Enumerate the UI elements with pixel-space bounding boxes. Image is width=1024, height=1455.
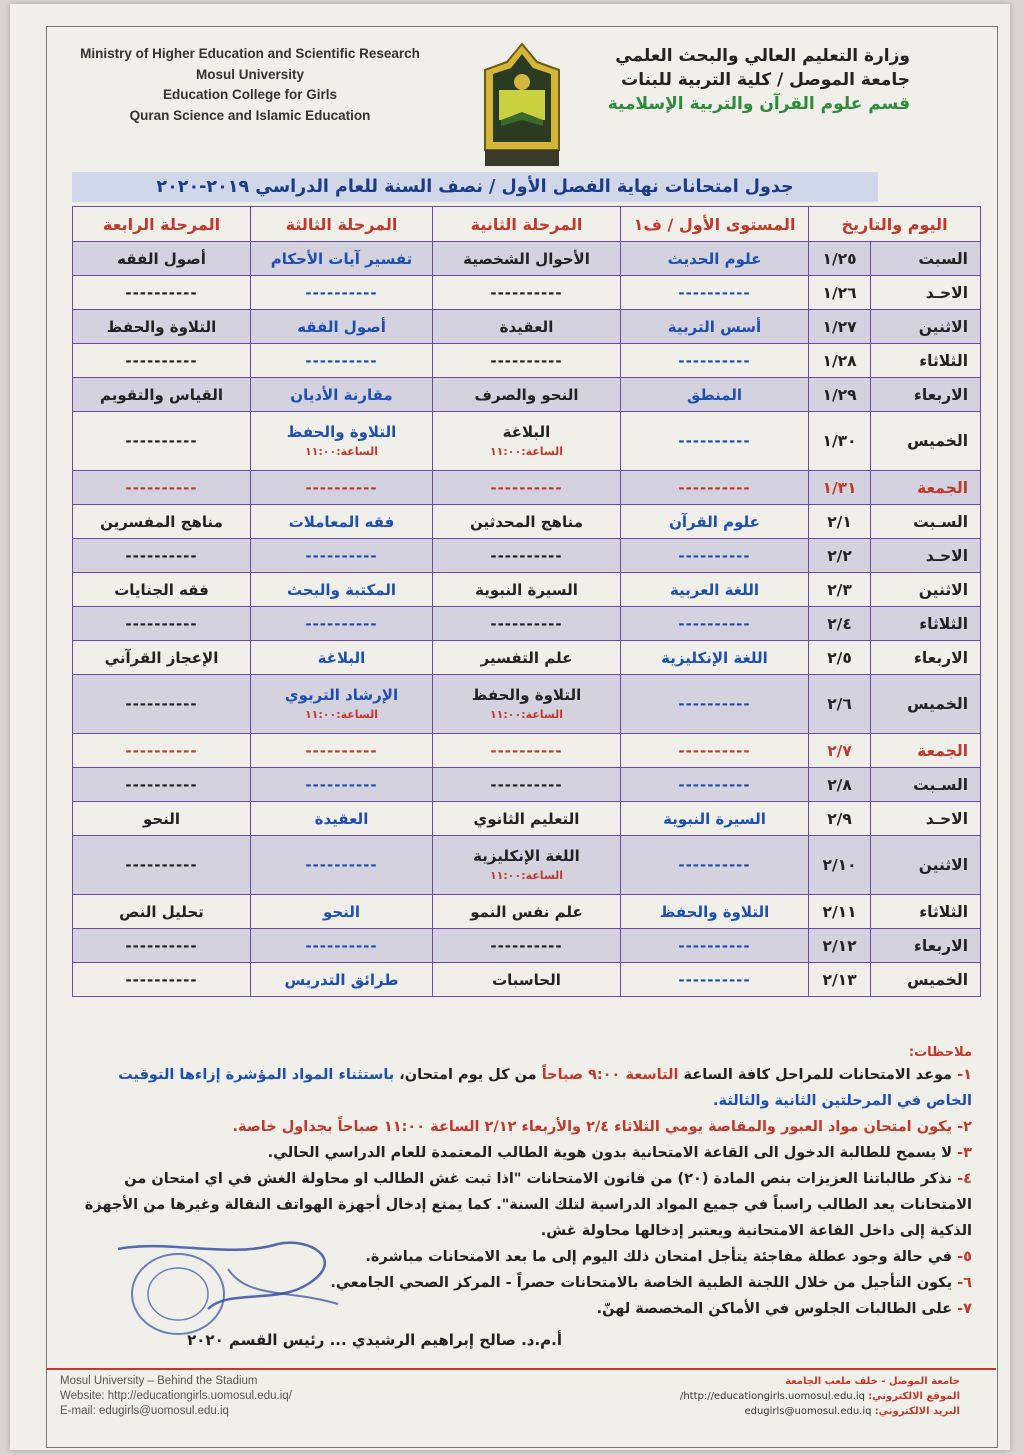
header-stage-2: المرحلة الثانية xyxy=(433,207,621,242)
empty-cell: ---------- xyxy=(251,768,433,802)
day-cell: الاحـد xyxy=(871,802,981,836)
header-en-university: Mosul University xyxy=(195,66,305,82)
footer-ar-site: http://educationgirls.uomosul.edu.iq/ xyxy=(679,1391,865,1402)
empty-cell: ---------- xyxy=(73,836,251,895)
empty-cell: ---------- xyxy=(621,768,809,802)
table-row xyxy=(73,963,981,997)
day-cell: السـبت xyxy=(871,768,981,802)
empty-cell: ---------- xyxy=(73,471,251,505)
table-row xyxy=(73,734,981,768)
date-cell: ١/٢٧ xyxy=(809,310,871,344)
subject-cell: تحليل النص xyxy=(73,895,251,929)
date-cell: ١/٢٥ xyxy=(809,242,871,276)
footer-en-email: E-mail: edugirls@uomosul.edu.iq xyxy=(60,1405,229,1417)
table-row xyxy=(73,836,981,895)
day-cell: الاثنين xyxy=(871,310,981,344)
day-cell: الجمعة xyxy=(871,734,981,768)
header-ar-dept: قسم علوم القرآن والتربية الإسلامية xyxy=(607,94,910,114)
subject-cell: علم التفسير xyxy=(433,641,621,675)
note-number: ٦- xyxy=(957,1275,972,1291)
empty-cell: ---------- xyxy=(73,768,251,802)
exam-time: الساعة:١١:٠٠ xyxy=(489,445,564,458)
note-number: ٢- xyxy=(957,1119,972,1135)
footer-en-address: Mosul University – Behind the Stadium xyxy=(60,1375,258,1387)
empty-cell: ---------- xyxy=(621,963,809,997)
table-row xyxy=(73,471,981,505)
document-page xyxy=(10,4,1010,1450)
note-text: يكون التأجيل من خلال اللجنة الطبية الخاصة بالامتحانات حصراً - المركز الصحي الجامعي. xyxy=(330,1275,953,1291)
note-text: من كل يوم امتحان، xyxy=(399,1067,537,1083)
empty-cell: ---------- xyxy=(73,412,251,471)
date-cell: ١/٣١ xyxy=(809,471,871,505)
empty-cell: ---------- xyxy=(621,929,809,963)
table-row xyxy=(73,539,981,573)
empty-cell: ---------- xyxy=(251,929,433,963)
subject-cell: فقه الجنايات xyxy=(73,573,251,607)
table-row xyxy=(73,276,981,310)
footer-ar-site-label: الموقع الالكتروني: xyxy=(868,1391,960,1402)
footer-ar-website-line xyxy=(560,1389,960,1404)
exam-time: الساعة:١١:٠٠ xyxy=(304,445,379,458)
subject-cell: علوم الحديث xyxy=(621,242,809,276)
header-level-1: المستوى الأول / ف١ xyxy=(621,207,809,242)
subject-name: التلاوة والحفظ xyxy=(286,423,397,441)
footer-ar-email-line xyxy=(560,1404,960,1419)
date-cell: ٢/١ xyxy=(809,505,871,539)
table-row xyxy=(73,344,981,378)
subject-cell: فقه المعاملات xyxy=(251,505,433,539)
table-row xyxy=(73,675,981,734)
day-cell: السبت xyxy=(871,242,981,276)
empty-cell: ---------- xyxy=(433,539,621,573)
empty-cell: ---------- xyxy=(433,607,621,641)
empty-cell: ---------- xyxy=(621,412,809,471)
empty-cell: ---------- xyxy=(251,276,433,310)
table-row xyxy=(73,929,981,963)
empty-cell: ---------- xyxy=(433,734,621,768)
date-cell: ١/٢٦ xyxy=(809,276,871,310)
day-cell: الخميس xyxy=(871,963,981,997)
day-cell: الاربعاء xyxy=(871,929,981,963)
table-row xyxy=(73,768,981,802)
subject-cell: النحو والصرف xyxy=(433,378,621,412)
subject-cell: البلاغة xyxy=(251,641,433,675)
subject-cell: الأحوال الشخصية xyxy=(433,242,621,276)
day-cell: الثلاثاء xyxy=(871,344,981,378)
subject-cell: التلاوة والحفظ xyxy=(621,895,809,929)
date-cell: ٢/٧ xyxy=(809,734,871,768)
date-cell: ٢/١٠ xyxy=(809,836,871,895)
day-cell: الاربعاء xyxy=(871,378,981,412)
date-cell: ٢/٩ xyxy=(809,802,871,836)
date-cell: ١/٢٩ xyxy=(809,378,871,412)
date-cell: ٢/٨ xyxy=(809,768,871,802)
date-cell: ٢/٦ xyxy=(809,675,871,734)
empty-cell: ---------- xyxy=(251,344,433,378)
day-cell: الاحـد xyxy=(871,539,981,573)
empty-cell: ---------- xyxy=(73,675,251,734)
footer-ar-mail: edugirls@uomosul.edu.iq xyxy=(744,1406,872,1417)
table-row xyxy=(73,641,981,675)
footer-ar-mail-label: البريد الالكتروني: xyxy=(874,1406,960,1417)
table-row xyxy=(73,802,981,836)
empty-cell: ---------- xyxy=(251,836,433,895)
empty-cell: ---------- xyxy=(73,344,251,378)
empty-cell: ---------- xyxy=(433,471,621,505)
date-cell: ٢/١٣ xyxy=(809,963,871,997)
subject-cell: المنطق xyxy=(621,378,809,412)
empty-cell: ---------- xyxy=(433,929,621,963)
date-cell: ٢/١٢ xyxy=(809,929,871,963)
day-cell: الثلاثاء xyxy=(871,895,981,929)
table-row xyxy=(73,573,981,607)
subject-cell: العقيدة xyxy=(251,802,433,836)
table-row xyxy=(73,505,981,539)
day-cell: الخميس xyxy=(871,675,981,734)
empty-cell: ---------- xyxy=(73,929,251,963)
empty-cell: ---------- xyxy=(73,539,251,573)
subject-cell: العقيدة xyxy=(433,310,621,344)
empty-cell: ---------- xyxy=(621,734,809,768)
subject-cell: القياس والتقويم xyxy=(73,378,251,412)
exam-time: الساعة:١١:٠٠ xyxy=(489,869,564,882)
subject-name: اللغة الإنكليزية xyxy=(473,847,580,865)
empty-cell: ---------- xyxy=(621,836,809,895)
subject-cell: النحو xyxy=(73,802,251,836)
note-text: لا يسمح للطالبة الدخول الى القاعة الامتحانية بدون هوية الطالب المعتمدة للعام الدراسي الحالي. xyxy=(267,1145,953,1161)
header-english xyxy=(70,44,430,126)
subject-cell: علم نفس النمو xyxy=(433,895,621,929)
empty-cell: ---------- xyxy=(433,276,621,310)
header-en-college: Education College for Girls xyxy=(162,87,338,102)
note-2 xyxy=(72,1114,972,1140)
empty-cell: ---------- xyxy=(73,963,251,997)
empty-cell: ---------- xyxy=(251,734,433,768)
footer-en-website: Website: http://educationgirls.uomosul.edu.iq/ xyxy=(60,1390,292,1402)
table-row xyxy=(73,310,981,344)
date-cell: ٢/١١ xyxy=(809,895,871,929)
header-stage-4: المرحلة الرابعة xyxy=(73,207,251,242)
subject-cell: النحو xyxy=(251,895,433,929)
date-cell: ١/٣٠ xyxy=(809,412,871,471)
empty-cell: ---------- xyxy=(621,276,809,310)
footer-divider xyxy=(46,1368,996,1370)
empty-cell: ---------- xyxy=(621,344,809,378)
note-highlight: التاسعة ٩:٠٠ صباحاً xyxy=(541,1067,679,1083)
subject-cell xyxy=(251,675,433,734)
subject-cell: الإعجاز القرآني xyxy=(73,641,251,675)
empty-cell: ---------- xyxy=(251,471,433,505)
table-row xyxy=(73,607,981,641)
subject-cell xyxy=(433,675,621,734)
empty-cell: ---------- xyxy=(73,607,251,641)
subject-cell: مناهج المفسرين xyxy=(73,505,251,539)
subject-cell: مناهج المحدثين xyxy=(433,505,621,539)
table-row xyxy=(73,242,981,276)
subject-cell: علوم القرآن xyxy=(621,505,809,539)
table-row xyxy=(73,895,981,929)
header-ar-ministry: وزارة التعليم العالي والبحث العلمي xyxy=(615,46,910,66)
empty-cell: ---------- xyxy=(251,539,433,573)
exam-schedule-table xyxy=(72,206,981,997)
subject-cell xyxy=(433,412,621,471)
date-cell: ٢/٥ xyxy=(809,641,871,675)
subject-cell: الحاسبات xyxy=(433,963,621,997)
note-number: ٣- xyxy=(957,1145,972,1161)
subject-cell xyxy=(251,412,433,471)
empty-cell: ---------- xyxy=(73,276,251,310)
subject-cell xyxy=(433,836,621,895)
day-cell: الاثنين xyxy=(871,836,981,895)
subject-cell: تفسير آيات الأحكام xyxy=(251,242,433,276)
day-cell: الاحـد xyxy=(871,276,981,310)
subject-cell: اللغة الإنكليزية xyxy=(621,641,809,675)
subject-cell: أصول الفقه xyxy=(251,310,433,344)
subject-cell: اللغة العربية xyxy=(621,573,809,607)
subject-cell: مقارنة الأديان xyxy=(251,378,433,412)
note-highlight: باستثناء المواد المؤشرة إزاءها التوقيت الخاص في المرحلتين الثانية والثالثة. xyxy=(118,1067,972,1109)
note-text: على الطالبات الجلوس في الأماكن المخصصة لهنّ. xyxy=(596,1301,953,1317)
table-row xyxy=(73,378,981,412)
date-cell: ٢/٤ xyxy=(809,607,871,641)
empty-cell: ---------- xyxy=(433,768,621,802)
note-text: في حالة وجود عطلة مفاجئة يتأجل امتحان ذلك اليوم إلى ما بعد الامتحانات مباشرة. xyxy=(365,1249,953,1265)
subject-cell: أسس التربية xyxy=(621,310,809,344)
header-stage-3: المرحلة الثالثة xyxy=(251,207,433,242)
subject-name: التلاوة والحفظ xyxy=(471,686,582,704)
header-en-dept: Quran Science and Islamic Education xyxy=(129,107,371,123)
day-cell: السـبت xyxy=(871,505,981,539)
footer-english xyxy=(60,1374,390,1419)
header-arabic xyxy=(550,44,910,116)
empty-cell: ---------- xyxy=(621,539,809,573)
schedule-title: جدول امتحانات نهاية الفصل الأول / نصف السنة للعام الدراسي ٢٠١٩-٢٠٢٠ xyxy=(72,172,878,202)
empty-cell: ---------- xyxy=(73,734,251,768)
empty-cell: ---------- xyxy=(621,471,809,505)
exam-time: الساعة:١١:٠٠ xyxy=(304,708,379,721)
day-cell: الاثنين xyxy=(871,573,981,607)
empty-cell: ---------- xyxy=(621,607,809,641)
note-text: نذكر طالباتنا العزيزات بنص المادة (٢٠) من قانون الامتحانات "اذا ثبت غش الطالب او محاولة الغش في اي امتحان من الامتحانات يعد الطالب راسباً في جميع المواد الدراسية لتلك السنة". كما يمنع إدخال أجهزة الهواتف النقالة وغيرها من الأجهزة الذكية إلى داخل القاعة الامتحانية ويعتبر إدخالها محاولة غش. xyxy=(84,1171,972,1239)
day-cell: الجمعة xyxy=(871,471,981,505)
subject-cell: التلاوة والحفظ xyxy=(73,310,251,344)
header-day-date: اليوم والتاريخ xyxy=(809,207,981,242)
subject-cell: السيرة النبوية xyxy=(621,802,809,836)
day-cell: الخميس xyxy=(871,412,981,471)
notes-heading: ملاحظات: xyxy=(908,1045,972,1060)
footer-ar-address: جامعة الموصل - خلف ملعب الجامعة xyxy=(785,1376,960,1387)
note-text: موعد الامتحانات للمراحل كافة الساعة xyxy=(683,1067,953,1083)
subject-cell: المكتبة والبحث xyxy=(251,573,433,607)
empty-cell: ---------- xyxy=(251,607,433,641)
empty-cell: ---------- xyxy=(621,675,809,734)
note-1 xyxy=(72,1062,972,1114)
subject-cell: السيرة النبوية xyxy=(433,573,621,607)
exam-time: الساعة:١١:٠٠ xyxy=(489,708,564,721)
day-cell: الاربعاء xyxy=(871,641,981,675)
table-row xyxy=(73,412,981,471)
footer-arabic xyxy=(560,1374,960,1419)
department-head-signature: أ.م.د. صالح إبراهيم الرشيدي ... رئيس القسم ٢٠٢٠ xyxy=(187,1331,562,1349)
note-3 xyxy=(72,1140,972,1166)
day-cell: الثلاثاء xyxy=(871,607,981,641)
subject-cell: التعليم الثانوي xyxy=(433,802,621,836)
subject-cell: طرائق التدريس xyxy=(251,963,433,997)
date-cell: ٢/٢ xyxy=(809,539,871,573)
subject-cell: أصول الفقه xyxy=(73,242,251,276)
department-stamp-signature xyxy=(108,1229,368,1339)
note-text: يكون امتحان مواد العبور والمقاصة يومي الثلاثاء ٢/٤ والأربعاء ٢/١٢ الساعة ١١:٠٠ صباحاً بجداول خاصة. xyxy=(232,1119,953,1135)
date-cell: ١/٢٨ xyxy=(809,344,871,378)
header-ar-college: جامعة الموصل / كلية التربية للبنات xyxy=(621,70,910,90)
empty-cell: ---------- xyxy=(433,344,621,378)
date-cell: ٢/٣ xyxy=(809,573,871,607)
note-number: ١- xyxy=(957,1067,972,1083)
subject-name: البلاغة xyxy=(502,423,551,441)
note-number: ٤- xyxy=(957,1171,972,1187)
note-number: ٥- xyxy=(957,1249,972,1265)
note-number: ٧- xyxy=(957,1301,972,1317)
subject-name: الإرشاد التربوي xyxy=(284,686,399,704)
header-en-ministry: Ministry of Higher Education and Scientific Research xyxy=(80,46,420,61)
